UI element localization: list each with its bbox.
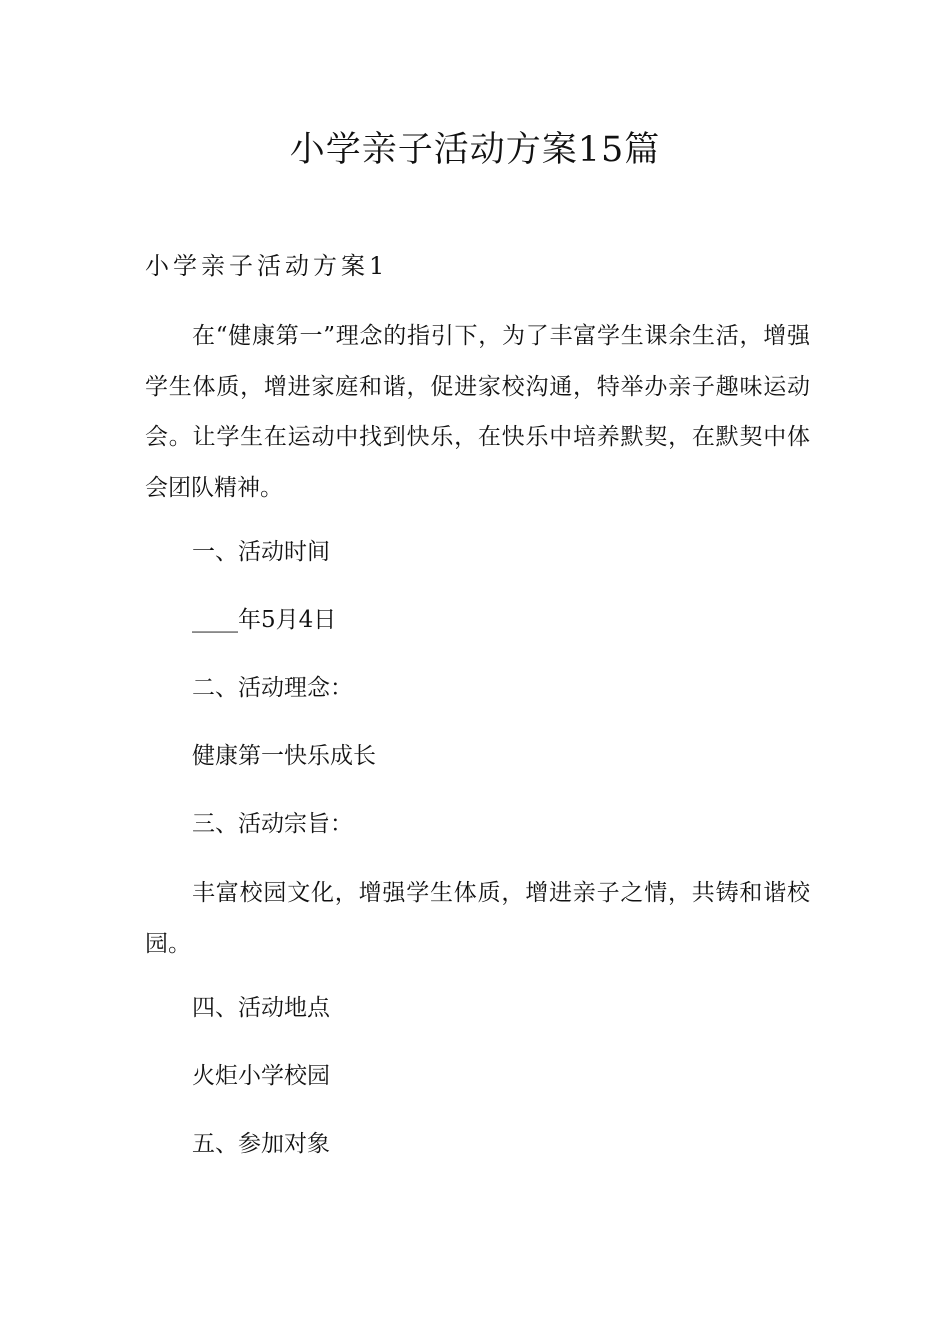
item3-content: 丰富校园文化，增强学生体质，增进亲子之情，共铸和谐校园。	[145, 880, 810, 957]
intro-paragraph: 在“健康第一”理念的指引下，为了丰富学生课余生活，增强学生体质，增进家庭和谐，促进家校沟通，特举办亲子趣味运动会。让学生在运动中找到快乐，在快乐中培养默契，在默契中体会团队精神。	[145, 323, 810, 501]
item1-heading: 一、活动时间	[192, 539, 330, 565]
item1-content: ____年5月4日	[192, 607, 337, 633]
item3-heading: 三、活动宗旨：	[192, 811, 353, 837]
section-heading: 小学亲子活动方案1	[145, 252, 389, 280]
item2-heading: 二、活动理念：	[192, 675, 353, 701]
document-title: 小学亲子活动方案15篇	[289, 130, 661, 170]
item2-content: 健康第一快乐成长	[192, 743, 376, 769]
item4-heading: 四、活动地点	[192, 995, 330, 1021]
item5-heading: 五、参加对象	[192, 1131, 330, 1157]
item4-content: 火炬小学校园	[192, 1063, 330, 1089]
